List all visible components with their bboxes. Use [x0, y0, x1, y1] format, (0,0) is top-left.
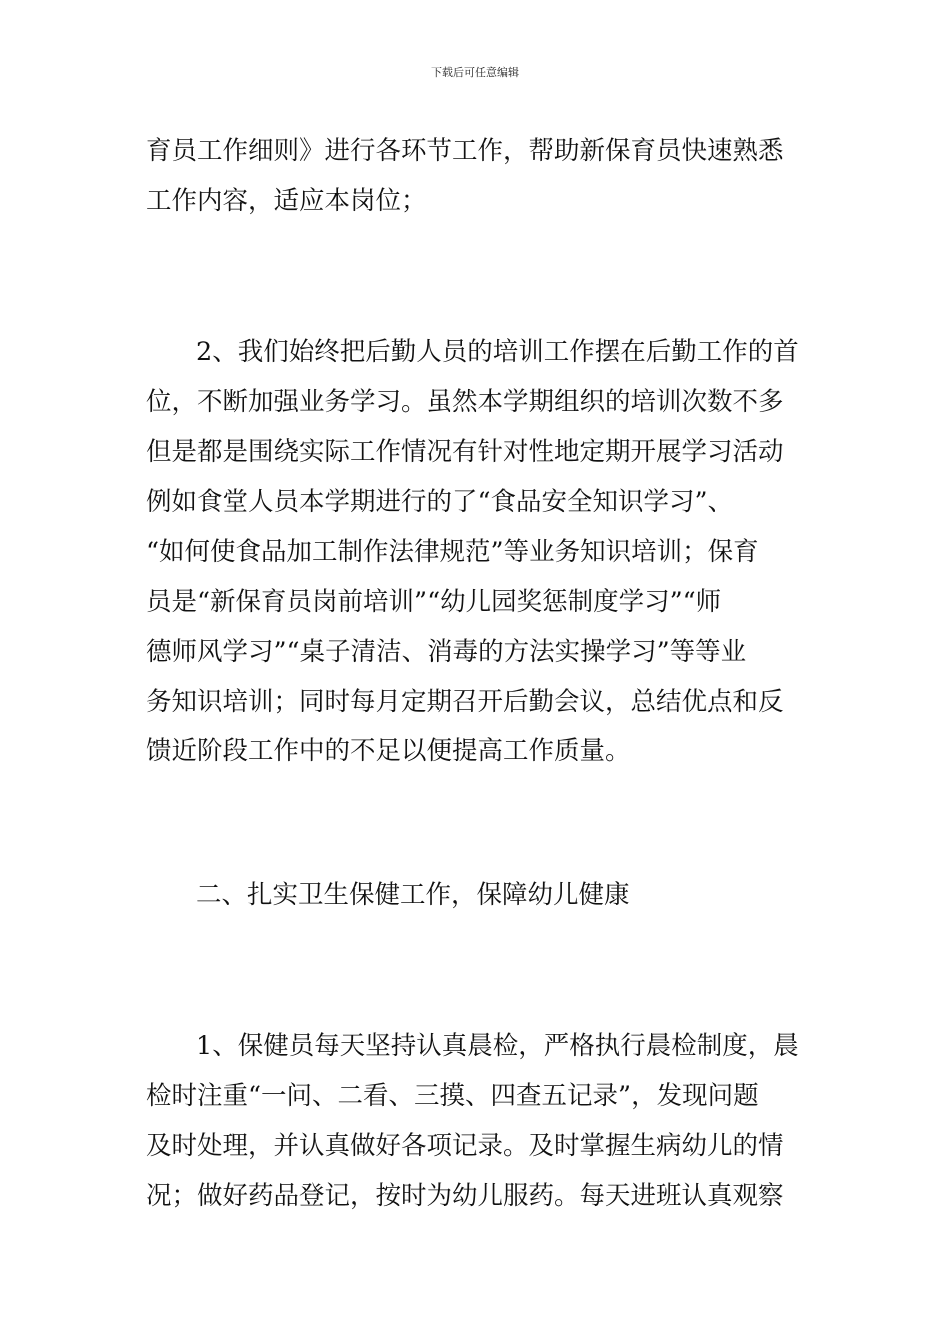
body-line-4: 位，不断加强业务学习。虽然本学期组织的培训次数不多 [146, 387, 784, 417]
body-line-6: 例如食堂人员本学期进行的了“食品安全知识学习”、 [146, 487, 734, 517]
body-line-1: 育员工作细则》进行各环节工作，帮助新保育员快速熟悉 [146, 136, 784, 166]
body-line-9: 德师风学习”“桌子清洁、消毒的方法实操学习”等等业 [146, 637, 747, 667]
body-line-16: 况；做好药品登记，按时为幼儿服药。每天进班认真观察 [146, 1181, 784, 1211]
section-heading: 二、扎实卫生保健工作，保障幼儿健康 [196, 880, 630, 910]
body-line-13: 1、保健员每天坚持认真晨检，严格执行晨检制度，晨 [196, 1031, 799, 1061]
body-line-11: 馈近阶段工作中的不足以便提高工作质量。 [146, 736, 631, 766]
page-header: 下载后可任意编辑 [431, 66, 519, 79]
body-line-5: 但是都是围绕实际工作情况有针对性地定期开展学习活动 [146, 437, 784, 467]
body-line-7: “如何使食品加工制作法律规范”等业务知识培训；保育 [146, 537, 759, 567]
body-line-15: 及时处理，并认真做好各项记录。及时掌握生病幼儿的情 [146, 1131, 784, 1161]
body-line-14: 检时注重“一问、二看、三摸、四查五记录”，发现问题 [146, 1081, 759, 1111]
body-line-2: 工作内容，适应本岗位； [146, 186, 427, 216]
body-line-3: 2、我们始终把后勤人员的培训工作摆在后勤工作的首 [196, 337, 799, 367]
body-line-10: 务知识培训；同时每月定期召开后勤会议，总结优点和反 [146, 687, 784, 717]
body-line-8: 员是“新保育员岗前培训”“幼儿园奖惩制度学习”“师 [146, 587, 722, 617]
